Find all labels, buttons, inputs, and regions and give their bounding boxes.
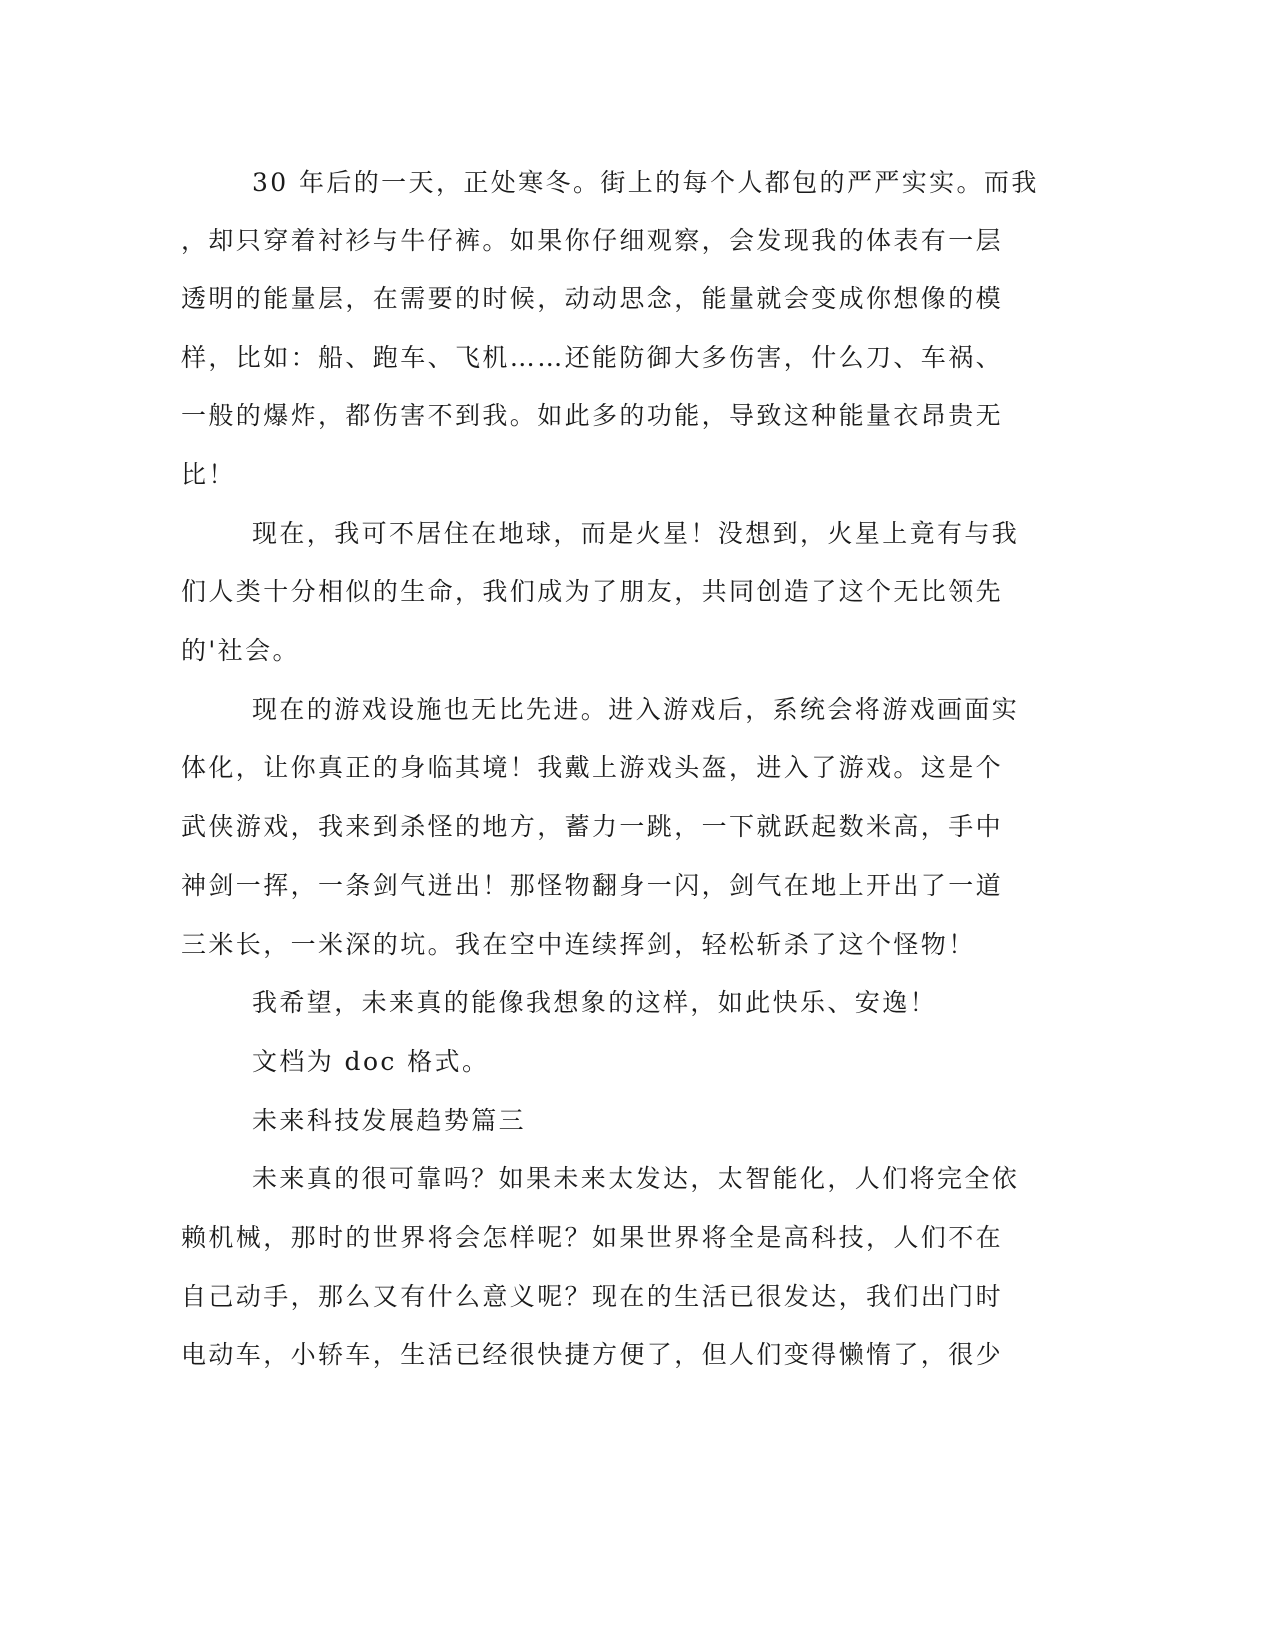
text-line: 们人类十分相似的生命，我们成为了朋友，共同创造了这个无比领先 bbox=[181, 577, 1004, 606]
text-line: 武侠游戏，我来到杀怪的地方，蓄力一跳，一下就跃起数米高，手中 bbox=[181, 812, 1004, 841]
text-line: 现在的游戏设施也无比先进。进入游戏后，系统会将游戏画面实 bbox=[252, 695, 1020, 724]
text-line: 体化，让你真正的身临其境！我戴上游戏头盔，进入了游戏。这是个 bbox=[181, 753, 1004, 782]
text-line: 赖机械，那时的世界将会怎样呢？如果世界将全是高科技，人们不在 bbox=[181, 1223, 1004, 1252]
text-line: 未来真的很可靠吗？如果未来太发达，太智能化，人们将完全依 bbox=[252, 1164, 1020, 1193]
text-line: 现在，我可不居住在地球，而是火星！没想到，火星上竟有与我 bbox=[252, 519, 1020, 548]
text-line: 电动车，小轿车，生活已经很快捷方便了，但人们变得懒惰了，很少 bbox=[181, 1340, 1004, 1369]
text-line: 样，比如：船、跑车、飞机……还能防御大多伤害，什么刀、车祸、 bbox=[181, 343, 1004, 372]
text-line: 一般的爆炸，都伤害不到我。如此多的功能，导致这种能量衣昂贵无 bbox=[181, 401, 1004, 430]
section-heading: 未来科技发展趋势篇三 bbox=[252, 1106, 527, 1135]
text-line: 的'社会。 bbox=[181, 636, 300, 665]
text-line: 文档为 doc 格式。 bbox=[252, 1047, 490, 1076]
text-line: 30 年后的一天，正处寒冬。街上的每个人都包的严严实实。而我 bbox=[252, 168, 1039, 197]
text-line: 比！ bbox=[181, 460, 236, 489]
text-line: 透明的能量层，在需要的时候，动动思念，能量就会变成你想像的模 bbox=[181, 284, 1004, 313]
text-line: 三米长，一米深的坑。我在空中连续挥剑，轻松斩杀了这个怪物！ bbox=[181, 930, 976, 959]
text-line: 神剑一挥，一条剑气迸出！那怪物翻身一闪，剑气在地上开出了一道 bbox=[181, 871, 1004, 900]
text-line: 自己动手，那么又有什么意义呢？现在的生活已很发达，我们出门时 bbox=[181, 1282, 1004, 1311]
text-line: 我希望，未来真的能像我想象的这样，如此快乐、安逸！ bbox=[252, 988, 938, 1017]
text-line: ，却只穿着衬衫与牛仔裤。如果你仔细观察，会发现我的体表有一层 bbox=[181, 226, 1004, 255]
